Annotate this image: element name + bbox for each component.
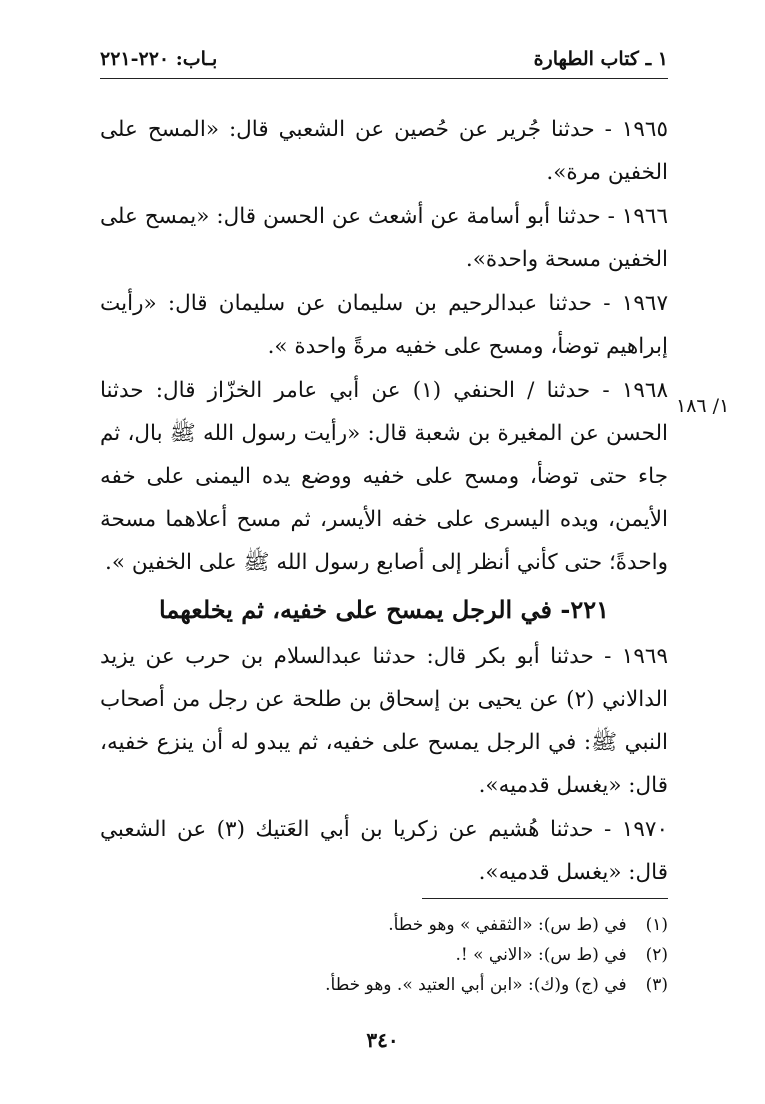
book-title: ١ ـ كتاب الطهارة (533, 48, 668, 70)
section-heading: ٢٢١- في الرجل يمسح على خفيه، ثم يخلعهما (159, 595, 609, 624)
hadith-1968: ١٩٦٨ - حدثنا / الحنفي (١) عن أبي عامر الخزّاز قال: حدثنا الحسن عن المغيرة بن شعبة قال: «رأيت رسول الله ﷺ بال، ثم جاء حتى توضأ، ومسح على خفيه ووضع يده اليمنى على خفه الأيمن، ويده اليسرى على خفه الأيسر، ثم مسح أعلاهما مسحة واحدةً؛ حتى كأني أنظر إلى أصابع رسول الله ﷺ على الخفين ». (100, 378, 669, 575)
footnotes (100, 910, 668, 1000)
footnote-item (100, 910, 668, 940)
footnote-number: (٣) (645, 975, 668, 995)
running-header (100, 44, 668, 76)
footnote-number: (١) (645, 915, 668, 935)
footnote-number: (٢) (645, 945, 668, 965)
hadith-1970: ١٩٧٠ - حدثنا هُشيم عن زكريا بن أبي العَتيك (٣) عن الشعبي قال: «يغسل قدميه». (100, 817, 668, 885)
footnote-item (100, 940, 668, 970)
footnote-text: في (ط س): «الاني » !. (455, 945, 627, 965)
margin-note: ١/ ١٨٦ (676, 395, 730, 417)
page-number: ٣٤٠ (366, 1028, 399, 1052)
footnote-text: في (ط س): «الثقفي » وهو خطأ. (388, 915, 627, 935)
footnote-text: في (ج) و(ك): «ابن أبي العتيد ». وهو خطأ. (325, 975, 627, 995)
hadith-1969: ١٩٦٩ - حدثنا أبو بكر قال: حدثنا عبدالسلام بن حرب عن يزيد الدالاني (٢) عن يحيى بن إسحاق بن طلحة عن رجل من أصحاب النبي ﷺ: في الرجل يمسح على خفيه، ثم يبدو له أن ينزع خفيه، قال: «يغسل قدميه». (100, 644, 669, 798)
hadith-1966: ١٩٦٦ - حدثنا أبو أسامة عن أشعث عن الحسن قال: «يمسح على الخفين مسحة واحدة». (100, 204, 668, 272)
hadith-1967: ١٩٦٧ - حدثنا عبدالرحيم بن سليمان عن سليمان قال: «رأيت إبراهيم توضأ، ومسح على خفيه مرةً واحدة ». (100, 291, 668, 359)
main-text (100, 108, 668, 894)
footnote-item (100, 970, 668, 1000)
chapter-range: بـاب: ٢٢٠-٢٢١ (100, 48, 218, 70)
footnote-rule (422, 898, 668, 899)
header-rule (100, 78, 668, 79)
hadith-1965: ١٩٦٥ - حدثنا جُرير عن حُصين عن الشعبي قال: «المسح على الخفين مرة». (100, 117, 668, 185)
